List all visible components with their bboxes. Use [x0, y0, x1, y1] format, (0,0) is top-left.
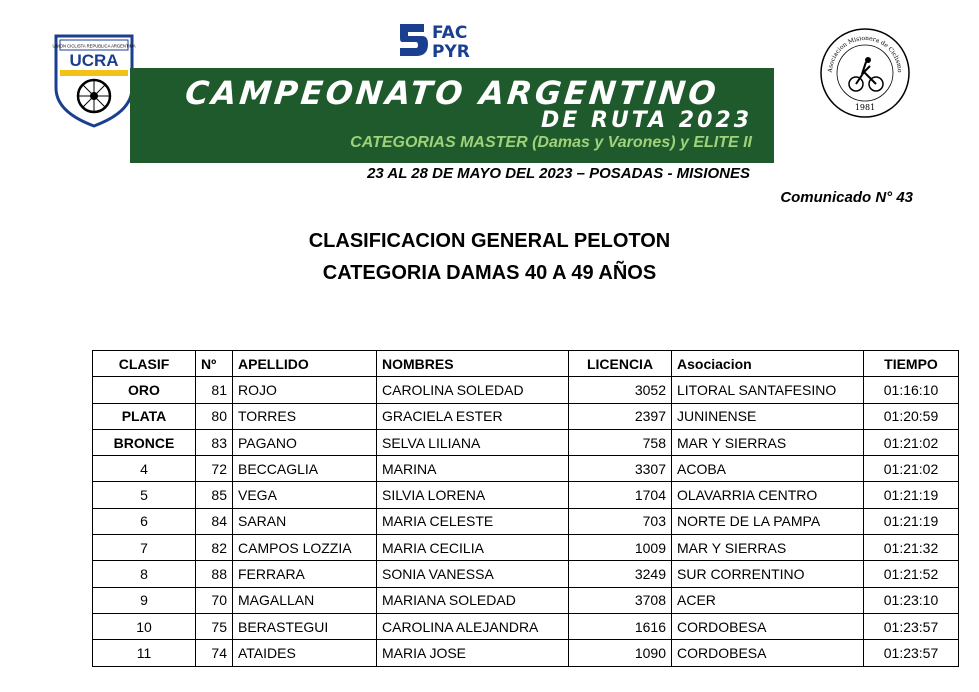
table-row: [93, 508, 959, 534]
comunicado-number: Comunicado N° 43: [780, 189, 913, 206]
cell-num: 83: [196, 429, 233, 455]
document-title: CLASIFICACION GENERAL PELOTON: [308, 230, 671, 252]
cell-licencia: 3307: [569, 456, 672, 482]
table-row: [93, 377, 959, 403]
cell-apellido: ATAIDES: [233, 640, 377, 666]
cell-apellido: ROJO: [233, 377, 377, 403]
table-row: [93, 429, 959, 455]
cell-asociacion: ACER: [672, 587, 864, 613]
fac-pyr-logo: [398, 20, 510, 60]
cell-num: 70: [196, 587, 233, 613]
cell-asociacion: LITORAL SANTAFESINO: [672, 377, 864, 403]
cell-apellido: CAMPOS LOZZIA: [233, 535, 377, 561]
svg-text:Asociacion Misionera de Ciclis: Asociacion Misionera de Ciclismo: [826, 34, 904, 73]
cell-asociacion: SUR CORRENTINO: [672, 561, 864, 587]
cell-clasif: 7: [93, 535, 196, 561]
cell-tiempo: 01:23:57: [864, 640, 959, 666]
cell-tiempo: 01:21:02: [864, 429, 959, 455]
col-asociacion: Asociacion: [672, 351, 864, 377]
cell-clasif: 4: [93, 456, 196, 482]
cell-num: 81: [196, 377, 233, 403]
cell-tiempo: 01:21:19: [864, 482, 959, 508]
cell-clasif: 5: [93, 482, 196, 508]
cell-licencia: 2397: [569, 403, 672, 429]
cell-clasif: 6: [93, 508, 196, 534]
cell-num: 74: [196, 640, 233, 666]
cell-asociacion: CORDOBESA: [672, 640, 864, 666]
cell-asociacion: MAR Y SIERRAS: [672, 429, 864, 455]
cell-apellido: VEGA: [233, 482, 377, 508]
banner-subtitle: DE RUTA 2023: [541, 108, 752, 133]
cell-licencia: 3708: [569, 587, 672, 613]
ucra-logo-text: UCRA: [69, 51, 119, 70]
cell-nombres: CAROLINA ALEJANDRA: [377, 613, 569, 639]
cell-nombres: MARINA: [377, 456, 569, 482]
results-table: [92, 350, 959, 667]
event-banner: [130, 68, 774, 163]
table-row: [93, 403, 959, 429]
table-row: [93, 640, 959, 666]
cell-num: 84: [196, 508, 233, 534]
table-row: [93, 535, 959, 561]
cell-tiempo: 01:23:57: [864, 613, 959, 639]
cell-apellido: TORRES: [233, 403, 377, 429]
cell-licencia: 1090: [569, 640, 672, 666]
cell-nombres: GRACIELA ESTER: [377, 403, 569, 429]
col-num: Nº: [196, 351, 233, 377]
cell-apellido: FERRARA: [233, 561, 377, 587]
cell-licencia: 758: [569, 429, 672, 455]
asociacion-misionera-logo: [818, 26, 912, 120]
cell-tiempo: 01:21:52: [864, 561, 959, 587]
cell-apellido: SARAN: [233, 508, 377, 534]
cell-clasif: 11: [93, 640, 196, 666]
cell-nombres: SELVA LILIANA: [377, 429, 569, 455]
table-row: [93, 561, 959, 587]
cell-nombres: SONIA VANESSA: [377, 561, 569, 587]
cell-licencia: 3249: [569, 561, 672, 587]
cell-num: 75: [196, 613, 233, 639]
cell-clasif: 8: [93, 561, 196, 587]
cell-num: 88: [196, 561, 233, 587]
svg-text:FAC: FAC: [432, 23, 468, 43]
cell-apellido: BERASTEGUI: [233, 613, 377, 639]
table-row: [93, 587, 959, 613]
col-tiempo: TIEMPO: [864, 351, 959, 377]
cell-licencia: 1009: [569, 535, 672, 561]
cell-nombres: SILVIA LORENA: [377, 482, 569, 508]
cell-num: 82: [196, 535, 233, 561]
cell-nombres: MARIA CELESTE: [377, 508, 569, 534]
banner-categories: CATEGORIAS MASTER (Damas y Varones) y ELITE II: [350, 134, 752, 151]
cell-clasif: 9: [93, 587, 196, 613]
cell-asociacion: JUNINENSE: [672, 403, 864, 429]
cell-num: 72: [196, 456, 233, 482]
cell-nombres: CAROLINA SOLEDAD: [377, 377, 569, 403]
col-nombres: NOMBRES: [377, 351, 569, 377]
cell-clasif: PLATA: [93, 403, 196, 429]
logo-year: 1981: [854, 103, 876, 112]
cell-tiempo: 01:21:32: [864, 535, 959, 561]
col-licencia: LICENCIA: [569, 351, 672, 377]
cell-asociacion: CORDOBESA: [672, 613, 864, 639]
table-row: [93, 456, 959, 482]
event-dates: 23 AL 28 DE MAYO DEL 2023 – POSADAS - MISIONES: [367, 165, 750, 182]
cell-licencia: 703: [569, 508, 672, 534]
cell-asociacion: ACOBA: [672, 456, 864, 482]
col-apellido: APELLIDO: [233, 351, 377, 377]
svg-text:UNION CICLISTA REPUBLICA ARGEN: UNION CICLISTA REPUBLICA ARGENTINA: [52, 43, 136, 49]
cell-clasif: 10: [93, 613, 196, 639]
cell-clasif: ORO: [93, 377, 196, 403]
ucra-logo: [52, 32, 136, 128]
cell-licencia: 1704: [569, 482, 672, 508]
cell-tiempo: 01:21:02: [864, 456, 959, 482]
cell-tiempo: 01:16:10: [864, 377, 959, 403]
cell-apellido: PAGANO: [233, 429, 377, 455]
cell-apellido: MAGALLAN: [233, 587, 377, 613]
cell-nombres: MARIA JOSE: [377, 640, 569, 666]
cell-licencia: 3052: [569, 377, 672, 403]
cell-tiempo: 01:20:59: [864, 403, 959, 429]
cell-num: 80: [196, 403, 233, 429]
table-header-row: [93, 351, 959, 377]
svg-text:PYR: PYR: [432, 42, 470, 60]
table-row: [93, 482, 959, 508]
cell-tiempo: 01:21:19: [864, 508, 959, 534]
col-clasif: CLASIF: [93, 351, 196, 377]
banner-title: CAMPEONATO ARGENTINO: [183, 74, 721, 112]
cell-num: 85: [196, 482, 233, 508]
cell-asociacion: NORTE DE LA PAMPA: [672, 508, 864, 534]
cell-nombres: MARIANA SOLEDAD: [377, 587, 569, 613]
table-row: [93, 613, 959, 639]
document-category: CATEGORIA DAMAS 40 A 49 AÑOS: [322, 262, 657, 284]
cell-tiempo: 01:23:10: [864, 587, 959, 613]
cell-asociacion: MAR Y SIERRAS: [672, 535, 864, 561]
cell-clasif: BRONCE: [93, 429, 196, 455]
cell-apellido: BECCAGLIA: [233, 456, 377, 482]
cell-licencia: 1616: [569, 613, 672, 639]
cell-nombres: MARIA CECILIA: [377, 535, 569, 561]
cell-asociacion: OLAVARRIA CENTRO: [672, 482, 864, 508]
